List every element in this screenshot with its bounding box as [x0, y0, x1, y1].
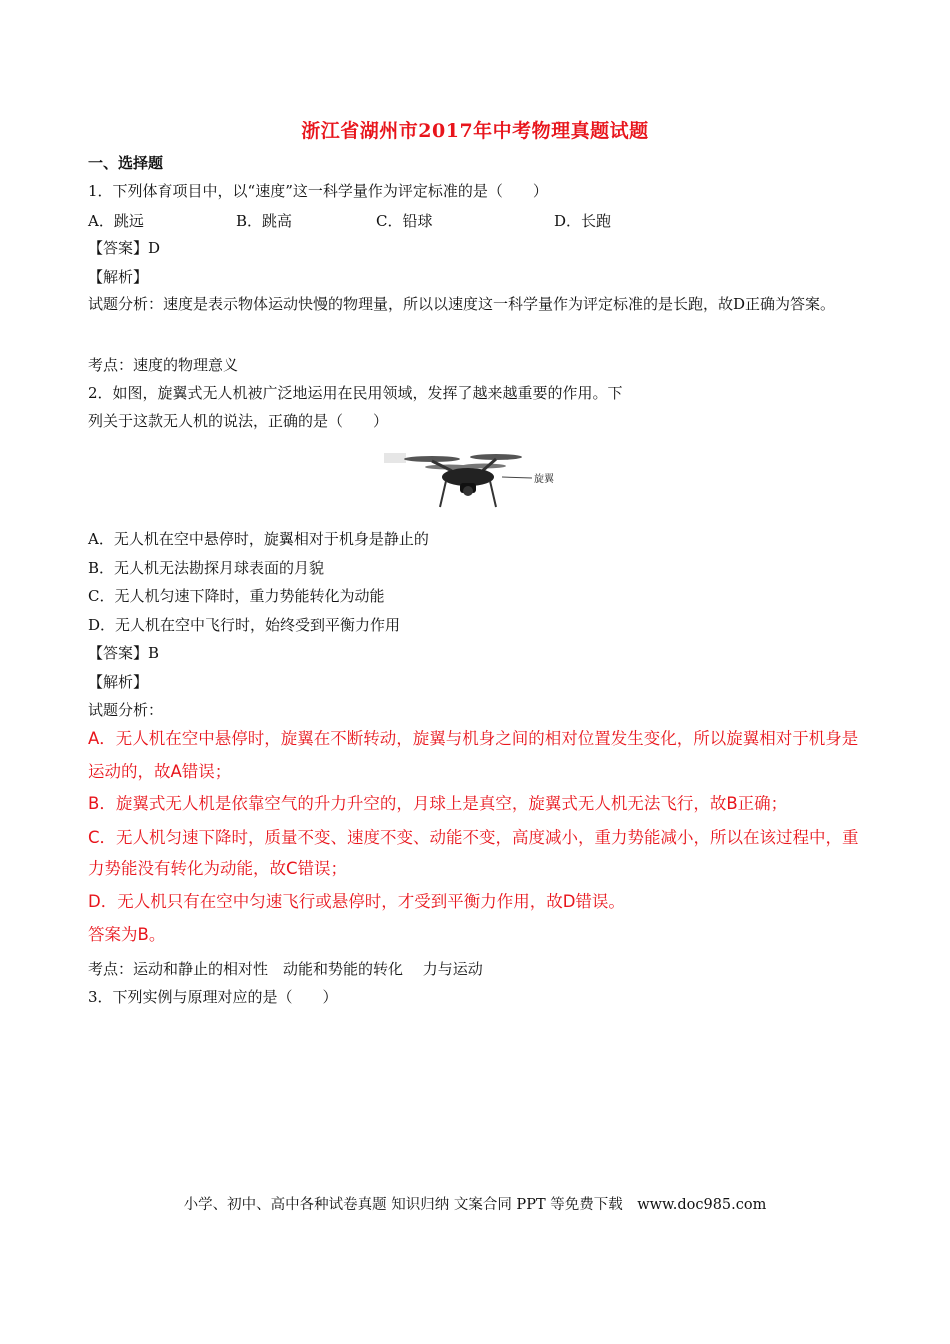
q1-option-b: B．跳高 — [236, 212, 293, 230]
q1-options — [88, 210, 848, 230]
q1-option-c: C．铅球 — [376, 212, 433, 230]
q2-analysis-conclusion: 答案为B。 — [88, 925, 166, 944]
q2-option-d: D．无人机在空中飞行时，始终受到平衡力作用 — [88, 616, 401, 634]
q1-option-a: A．跳远 — [88, 212, 144, 230]
q1-analysis: 试题分析：速度是表示物体运动快慢的物理量，所以以速度这一科学量作为评定标准的是长跑，故D正确为答案。 — [88, 295, 836, 313]
q2-analysis-label: 【解析】 — [88, 673, 149, 691]
figure-label-rotor: 旋翼 — [534, 474, 554, 485]
q2-option-c: C．无人机匀速下降时，重力势能转化为动能 — [88, 587, 385, 605]
q1-kaodian: 考点：速度的物理意义 — [88, 356, 239, 374]
q1-option-d: D．长跑 — [554, 212, 612, 230]
q2-stem-line1: 2．如图，旋翼式无人机被广泛地运用在民用领域，发挥了越来越重要的作用。下 — [88, 384, 623, 402]
q2-analysis-c-line1: C．无人机匀速下降时，质量不变、速度不变、动能不变，高度减小，重力势能减小，所以在该过程中，重 — [88, 828, 859, 847]
q2-kaodian: 考点：运动和静止的相对性 动能和势能的转化 力与运动 — [88, 960, 483, 978]
q2-analysis-intro: 试题分析： — [88, 701, 164, 719]
q1-stem: 1．下列体育项目中，以“速度”这一科学量作为评定标准的是（ ） — [88, 182, 548, 200]
page-footer: 小学、初中、高中各种试卷真题 知识归纳 文案合同 PPT 等免费下载 www.doc985.com — [183, 1197, 767, 1213]
q2-analysis-a-line2: 运动的，故A错误； — [88, 762, 232, 781]
q2-analysis-a-line1: A．无人机在空中悬停时，旋翼在不断转动，旋翼与机身之间的相对位置发生变化，所以旋翼相对于机身是 — [88, 729, 859, 748]
q1-analysis-label: 【解析】 — [88, 268, 149, 286]
q1-answer: 【答案】D — [88, 239, 161, 257]
q2-analysis-d: D．无人机只有在空中匀速飞行或悬停时，才受到平衡力作用，故D错误。 — [88, 892, 625, 911]
q2-analysis-c-line2: 力势能没有转化为动能，故C错误； — [88, 859, 348, 878]
section-heading: 一、选择题 — [88, 154, 164, 172]
q2-stem-line2: 列关于这款无人机的说法，正确的是（ ） — [88, 412, 389, 430]
q2-answer: 【答案】B — [88, 644, 160, 662]
q3-stem: 3．下列实例与原理对应的是（ ） — [88, 988, 338, 1006]
drone-figure — [384, 445, 564, 515]
q2-option-a: A．无人机在空中悬停时，旋翼相对于机身是静止的 — [88, 530, 429, 548]
q2-option-b: B．无人机无法勘探月球表面的月貌 — [88, 559, 325, 577]
q2-analysis-b: B．旋翼式无人机是依靠空气的升力升空的，月球上是真空，旋翼式无人机无法飞行，故B正确； — [88, 794, 788, 813]
page-title: 浙江省湖州市2017年中考物理真题试题 — [301, 120, 649, 142]
